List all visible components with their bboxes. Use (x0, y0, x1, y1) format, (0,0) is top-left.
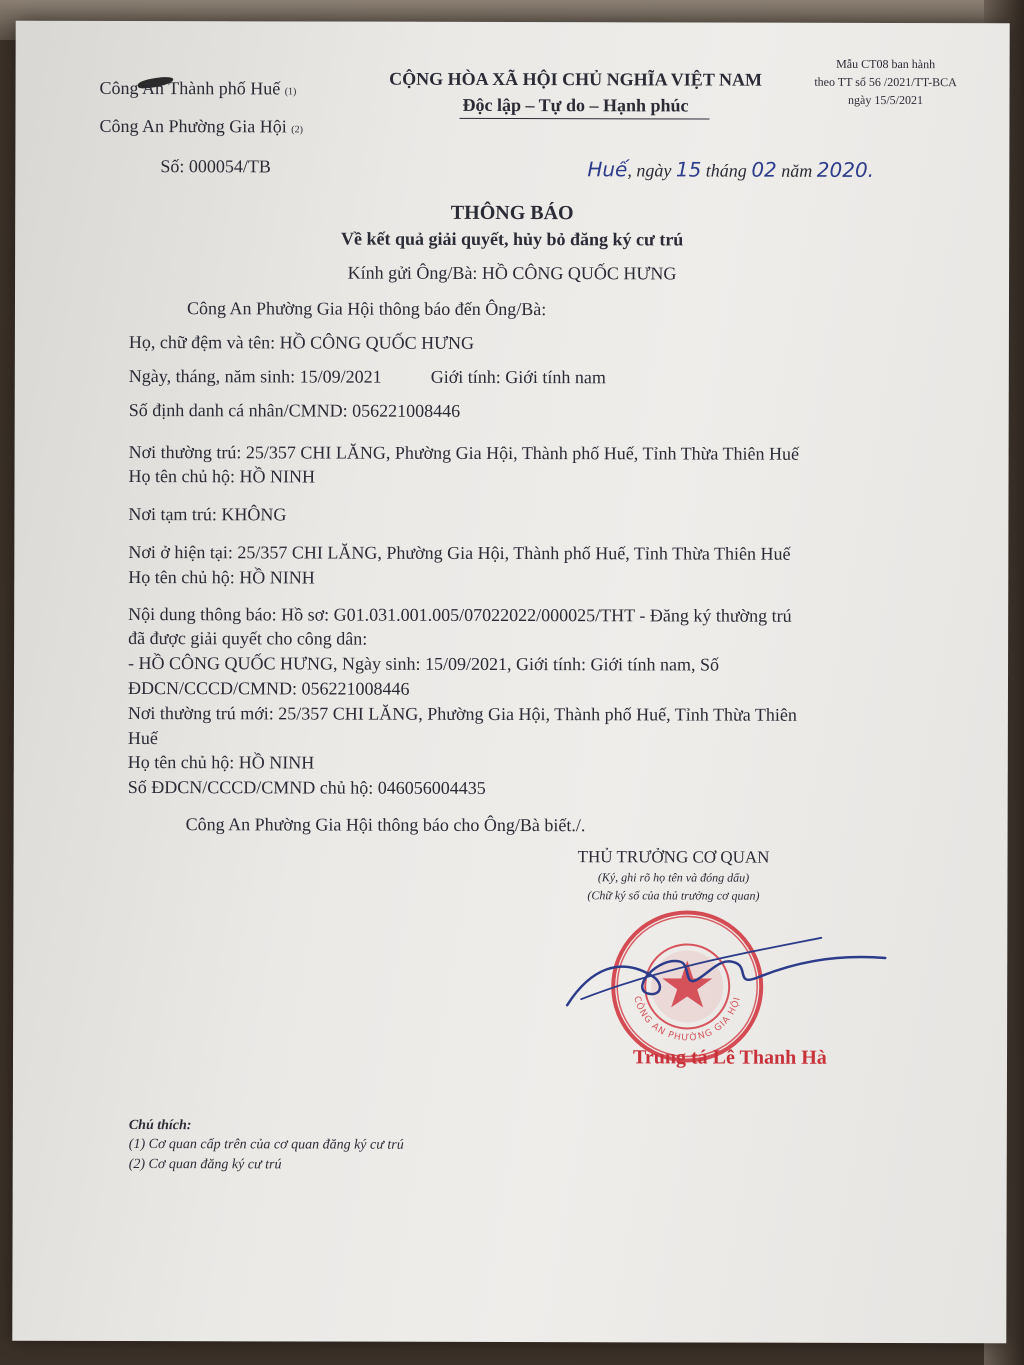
date-year: 2020. (816, 157, 875, 182)
footnote-2: (2) Cơ quan đăng ký cư trú (128, 1157, 282, 1173)
form-info-line-1: Mẫu CT08 ban hành (836, 56, 936, 72)
temporary-address-line: Nơi tạm trú: KHÔNG (128, 503, 287, 525)
recipient-line: Kính gửi Ông/Bà: HỒ CÔNG QUỐC HƯNG (347, 262, 677, 284)
content-line-2: đã được giải quyết cho công dân: (128, 627, 368, 649)
content-line-6: Huế (127, 727, 158, 749)
content-line-3: - HỒ CÔNG QUỐC HƯNG, Ngày sinh: 15/09/2021, Giới tính: Giới tính nam, Số (128, 652, 720, 675)
signature-title: THỦ TRƯỞNG CƠ QUAN (577, 847, 770, 867)
personal-id-line: Số định danh cá nhân/CMND: 056221008446 (128, 399, 461, 421)
content-line-7: Họ tên chủ hộ: HỒ NINH (127, 751, 315, 773)
signature-note-1: (Ký, ghi rõ họ tên và đóng dấu) (597, 870, 750, 885)
document-subtitle: Về kết quả giải quyết, hủy bỏ đăng ký cư trú (340, 228, 684, 250)
form-info-line-3: ngày 15/5/2021 (848, 92, 924, 108)
date-line (587, 158, 874, 182)
date-of-birth-line: Ngày, tháng, năm sinh: 15/09/2021 (128, 365, 382, 387)
seal-text: CÔNG AN PHƯỜNG GIA HỘI (631, 995, 744, 1044)
current-address-line: Nơi ở hiện tại: 25/357 CHI LĂNG, Phường Gia Hội, Thành phố Huế, Tỉnh Thừa Thiên Huế (128, 541, 791, 564)
permanent-address-line: Nơi thường trú: 25/357 CHI LĂNG, Phường Gia Hội, Thành phố Huế, Tỉnh Thừa Thiên Huế (128, 441, 800, 464)
agency-parent (100, 77, 297, 104)
content-line-5: Nơi thường trú mới: 25/357 CHI LĂNG, Phường Gia Hội, Thành phố Huế, Tỉnh Thừa Thiên (127, 702, 797, 725)
form-info-line-2: theo TT số 56 /2021/TT-BCA (814, 74, 957, 90)
agency (99, 115, 303, 142)
date-month-label: tháng (705, 160, 747, 181)
handwritten-signature (561, 927, 891, 1028)
date-month: 02 (751, 157, 777, 182)
national-motto: Độc lập – Tự do – Hạnh phúc (462, 94, 689, 116)
signature-note-2: (Chữ ký số của thủ trưởng cơ quan) (587, 888, 760, 903)
content-line-8: Số ĐDCN/CCCD/CMND chủ hộ: 046056004435 (127, 776, 486, 798)
date-place: Huế (587, 157, 628, 182)
date-day-label: , ngày (627, 160, 672, 181)
closing-line: Công An Phường Gia Hội thông báo cho Ông/Bà biết./. (185, 814, 586, 836)
content-line-1: Nội dung thông báo: Hồ sơ: G01.031.001.005/07022022/000025/THT - Đăng ký thường trú (128, 603, 792, 626)
date-year-label: năm (781, 160, 813, 181)
intro-line: Công An Phường Gia Hội thông báo đến Ông/Bà: (186, 298, 547, 320)
current-household-head: Họ tên chủ hộ: HỒ NINH (128, 566, 315, 588)
agency-text: Công An Phường Gia Hội (99, 115, 287, 137)
footnote-heading: Chú thích: (128, 1118, 192, 1134)
date-day: 15 (675, 157, 702, 182)
agency-parent-text: Công An Thành phố Huế (99, 77, 281, 99)
signer-name: Trung tá Lê Thanh Hà (632, 1046, 827, 1069)
document-title: THÔNG BÁO (450, 201, 574, 225)
gender-line: Giới tính: Giới tính nam (430, 366, 606, 388)
content-line-4: ĐDCN/CCCD/CMND: 056221008446 (127, 677, 410, 699)
permanent-household-head: Họ tên chủ hộ: HỒ NINH (128, 465, 316, 487)
agency-note: (2) (291, 124, 303, 136)
nation-name: CỘNG HÒA XÃ HỘI CHỦ NGHĨA VIỆT NAM (389, 68, 763, 90)
document-number: Số: 000054/TB (160, 156, 271, 177)
motto-underline (459, 118, 709, 120)
full-name-line: Họ, chữ đệm và tên: HỒ CÔNG QUỐC HƯNG (128, 331, 475, 353)
agency-parent-note: (1) (284, 86, 297, 98)
footnote-1: (1) Cơ quan cấp trên của cơ quan đăng ký cư trú (128, 1137, 404, 1153)
document-page (12, 21, 1009, 1344)
